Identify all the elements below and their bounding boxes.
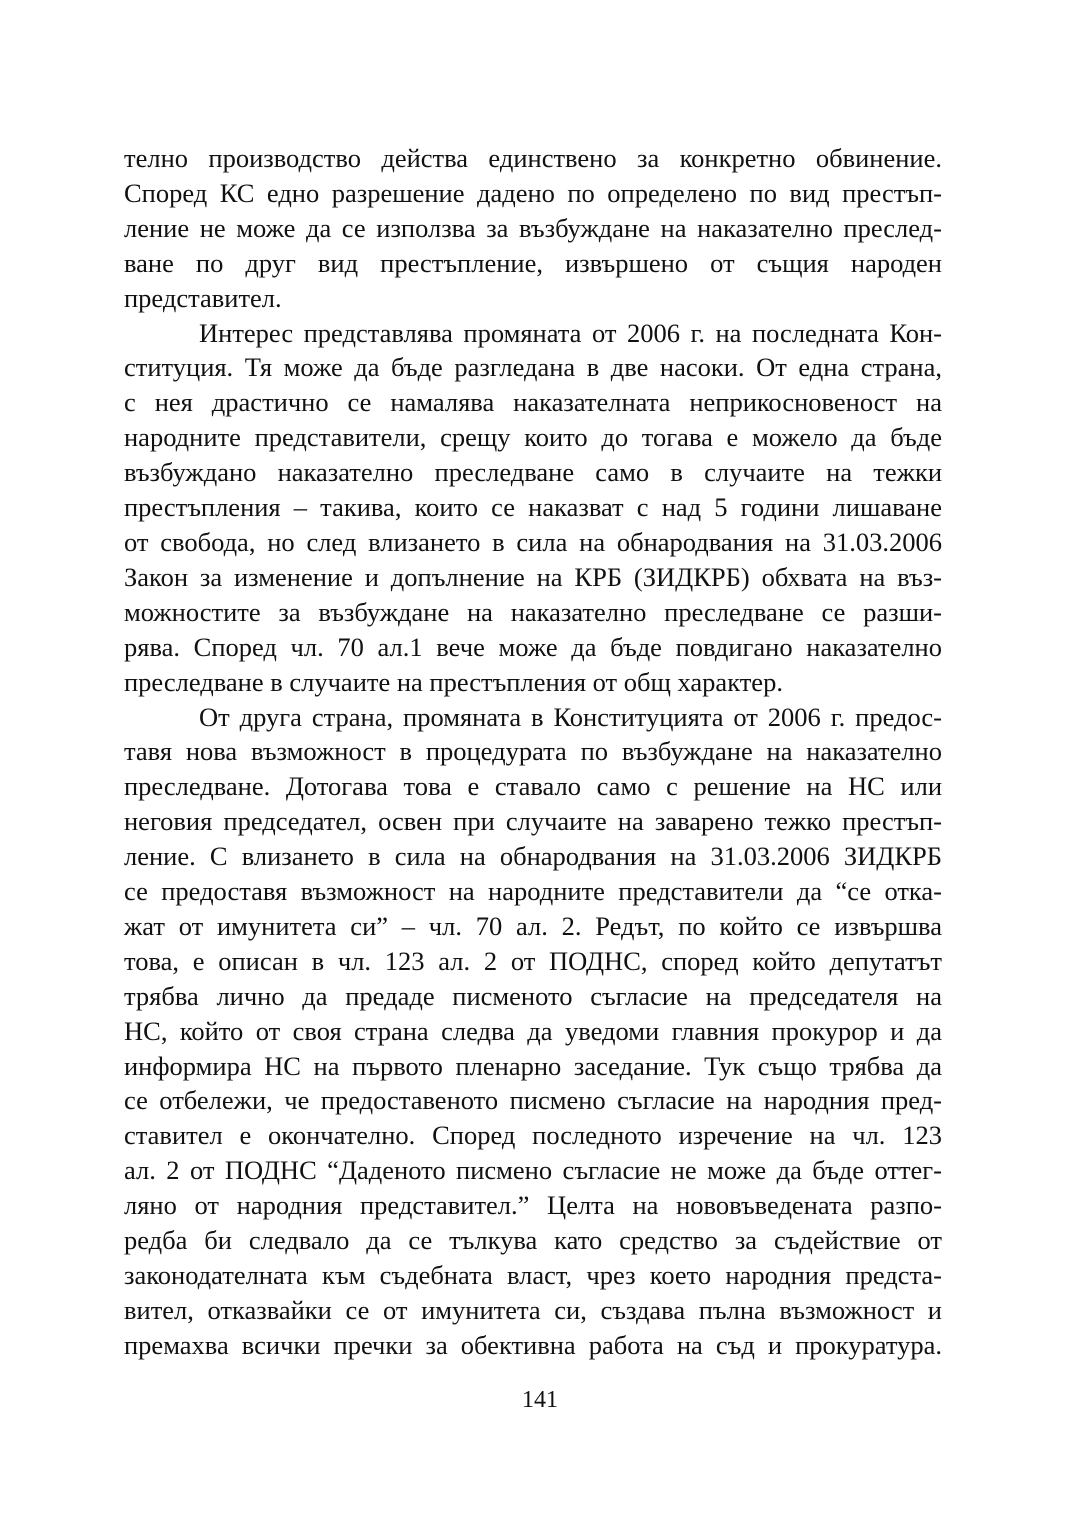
text-line: ставител е окончателно. Според последното изречение на чл. 123 [124,1120,942,1151]
page-number: 141 [522,1387,558,1413]
text-line: Закон за изменение и допълнение на КРБ (ЗИДКРБ) обхвата на въз- [124,561,942,592]
text-line: възбуждано наказателно преследване само в случаите на тежки [124,457,942,488]
text-line: трябва лично да предаде писменото съгласие на председателя на [124,980,942,1011]
paragraph-3 [124,700,942,1363]
text-line: жат от имунитета си” – чл. 70 ал. 2. Редът, по който се извършва [124,910,942,941]
text-line: неговия председател, освен при случаите на заварено тежко престъп- [124,806,942,837]
text-line: ал. 2 от ПОДНС “Даденото писмено съгласие не може да бъде оттег- [124,1155,942,1186]
text-line: Според КС едно разрешение дадено по определено по вид престъп- [124,177,942,208]
text-line: От друга страна, промяната в Конституцията от 2006 г. предос- [199,701,942,732]
text-line: преследване в случаите на престъпления от общ характер. [124,666,783,697]
text-line: рява. Според чл. 70 ал.1 вече може да бъде повдигано наказателно [124,631,942,662]
paragraph-1 [124,141,942,316]
text-line: информира НС на първото пленарно заседание. Тук също трябва да [124,1050,942,1081]
text-line: това, е описан в чл. 123 ал. 2 от ПОДНС, според който депутатът [124,945,942,976]
text-line: ване по друг вид престъпление, извършено от същия народен [124,247,942,278]
page-body [124,141,942,1363]
text-line: ляно от народния представител.” Целта на нововъведената разпо- [124,1190,942,1221]
text-line: тавя нова възможност в процедурата по възбуждане на наказателно [124,736,942,767]
text-line: се отбележи, че предоставеното писмено съгласие на народния пред- [124,1085,942,1116]
text-line: престъпления – такива, които се наказват с над 5 години лишаване [124,492,942,523]
text-line: НС, който от своя страна следва да уведоми главния прокурор и да [124,1015,942,1046]
text-line: преследване. Дотогава това е ставало само с решение на НС или [124,771,942,802]
paragraph-2 [124,316,942,700]
text-line: Интерес представлява промяната от 2006 г. на последната Кон- [199,317,942,348]
text-line: премахва всички пречки за обективна работа на съд и прокуратура. [124,1329,942,1360]
text-line: се предоставя възможност на народните представители да “се отка- [124,876,942,907]
text-line: ление не може да се използва за възбуждане на наказателно преслед- [124,212,942,243]
text-line: законодателната към съдебната власт, чрез което народния предста- [124,1260,942,1290]
text-line: ление. С влизането в сила на обнародвания на 31.03.2006 ЗИДКРБ [124,841,942,872]
text-line: от свобода, но след влизането в сила на обнародвания на 31.03.2006 [124,526,942,557]
text-line: редба би следвало да се тълкува като средство за съдействие от [124,1225,942,1256]
text-line: с нея драстично се намалява наказателната неприкосновеност на [124,387,942,418]
text-line: народните представители, срещу които до тогава е можело да бъде [124,422,942,453]
text-line: вител, отказвайки се от имунитета си, създава пълна възможност и [124,1294,942,1325]
text-line: можностите за възбуждане на наказателно преследване се разши- [124,596,942,627]
text-line: ституция. Тя може да бъде разгледана в две насоки. От една страна, [124,352,942,383]
text-line: представител. [124,282,282,313]
text-line: телно производство действа единствено за конкретно обвинение. [124,143,942,173]
